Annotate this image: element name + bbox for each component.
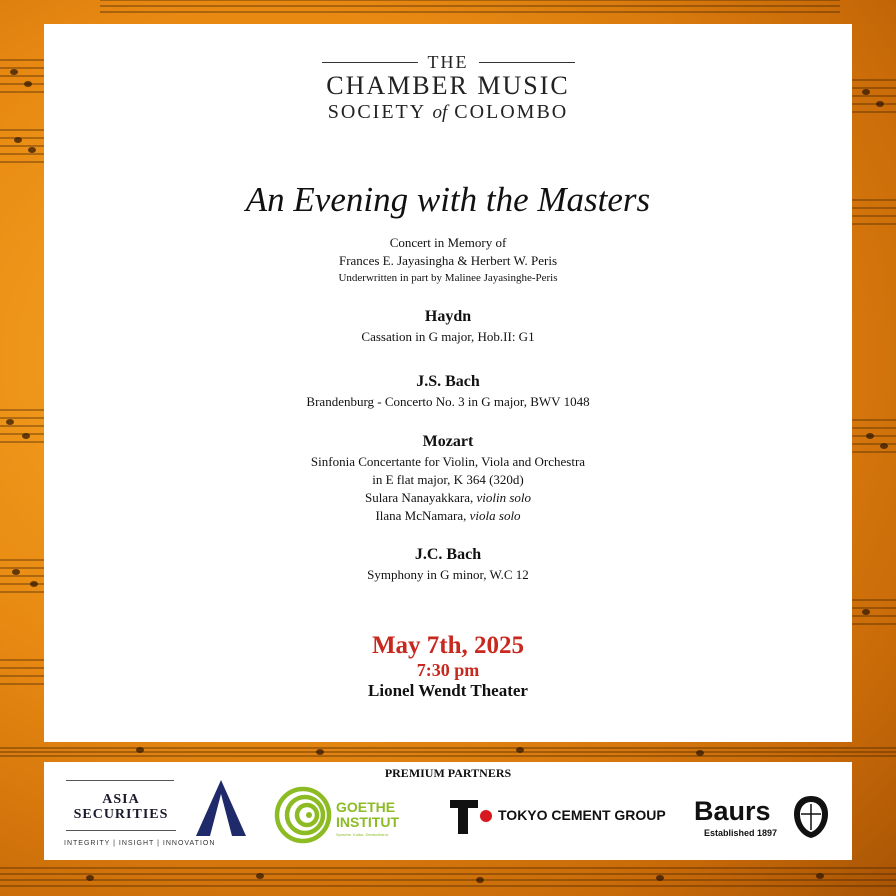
program-jc-bach <box>44 544 852 584</box>
concert-card <box>44 24 852 742</box>
work-title: Cassation in G major, Hob.II: G1 <box>361 329 535 344</box>
logo-line2: SOCIETY of COLOMBO <box>327 101 569 123</box>
partners-heading: PREMIUM PARTNERS <box>384 766 512 780</box>
partners-strip <box>44 762 852 860</box>
asia-securities-logo: ASIA SECURITIES INTEGRITY | INSIGHT | INNOVATION <box>64 778 234 858</box>
composer-name: J.C. Bach <box>414 546 482 563</box>
dedication-line1: Concert in Memory of <box>389 235 507 250</box>
composer-name: Mozart <box>422 433 474 450</box>
work-title: Brandenburg - Concerto No. 3 in G major, BWV 1048 <box>306 394 590 409</box>
logo-line1: CHAMBER MUSIC <box>326 71 570 100</box>
program-mozart <box>44 431 852 525</box>
work-title-cont: in E flat major, K 364 (320d) <box>372 472 524 487</box>
composer-name: J.S. Bach <box>416 373 480 390</box>
dedication-line3: Underwritten in part by Malinee Jayasinghe-Peris <box>338 272 558 284</box>
event-venue: Lionel Wendt Theater <box>368 681 528 700</box>
composer-name: Haydn <box>424 308 472 325</box>
goethe-institut-logo: GOETHE INSTITUT Sprache. Kultur. Deutschland. <box>274 786 414 850</box>
baurs-logo: Baurs Established 1897 <box>692 792 842 852</box>
dedication-line2: Frances E. Jayasingha & Herbert W. Peris <box>338 253 558 268</box>
society-logo <box>44 52 852 126</box>
goethe-swirl-icon <box>274 786 332 844</box>
program-js-bach <box>44 371 852 411</box>
asia-pyramid-icon <box>196 780 246 838</box>
concert-title: An Evening with the Masters <box>245 180 651 219</box>
logo-rule-right <box>479 62 575 63</box>
tokyo-cement-icon <box>448 798 494 836</box>
work-title: Symphony in G minor, W.C 12 <box>367 567 529 582</box>
event-details <box>44 632 852 701</box>
event-time: 7:30 pm <box>416 660 480 680</box>
soloist-violin: Sulara Nanayakkara, violin solo <box>364 490 532 505</box>
logo-rule-left <box>322 62 418 63</box>
program-haydn <box>44 306 852 346</box>
baurs-crest-icon <box>792 794 830 840</box>
dedication <box>44 234 852 286</box>
logo-the: THE <box>427 52 469 72</box>
work-title: Sinfonia Concertante for Violin, Viola and Orchestra <box>310 454 586 469</box>
tokyo-cement-logo: TOKYO CEMENT GROUP <box>448 798 668 838</box>
event-date: May 7th, 2025 <box>371 632 525 659</box>
soloist-viola: Ilana McNamara, viola solo <box>375 508 521 523</box>
